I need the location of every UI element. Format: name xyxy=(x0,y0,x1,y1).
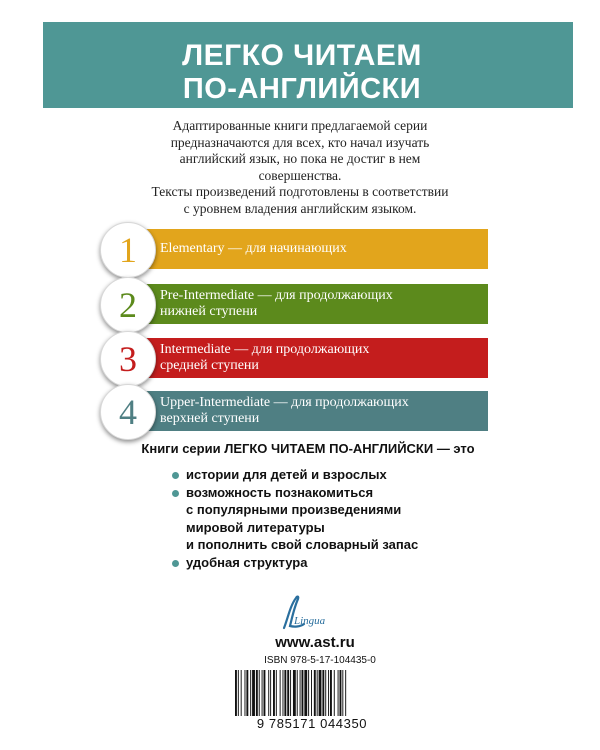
cover-side-gap xyxy=(561,108,573,708)
barcode-bar xyxy=(256,670,258,716)
list-item-line: удобная структура xyxy=(186,554,308,570)
barcode-bar xyxy=(300,670,301,716)
barcode-bar xyxy=(302,670,304,716)
barcode-bar xyxy=(270,670,271,716)
intro-text xyxy=(120,118,480,217)
intro-line: с уровнем владения английским языком. xyxy=(183,200,417,216)
website-url[interactable]: www.ast.ru xyxy=(275,634,355,651)
level-label-upper-intermediate xyxy=(160,391,490,431)
barcode-bar xyxy=(252,670,255,716)
barcode-bar xyxy=(334,670,335,716)
barcode-bar xyxy=(273,670,275,716)
list-item-line: с популярными произведениями xyxy=(186,502,402,517)
level-text-line2: верхней ступени xyxy=(160,411,260,426)
barcode-bar xyxy=(241,670,242,716)
barcode-bar xyxy=(283,670,284,716)
barcode-bar xyxy=(330,670,332,716)
barcode-bar xyxy=(342,670,343,716)
level-text-line1: Intermediate — для продолжающих xyxy=(160,342,370,357)
series-description-heading: Книги серии ЛЕГКО ЧИТАЕМ ПО-АНГЛИЙСКИ — это xyxy=(141,441,475,456)
intro-line: Тексты произведений подготовлены в соответствии xyxy=(151,184,449,199)
level-number: 2 xyxy=(119,285,137,325)
barcode-bar xyxy=(259,670,260,716)
level-text-line2: нижней ступени xyxy=(160,304,258,319)
barcode-bar xyxy=(340,670,342,716)
barcode-bar xyxy=(338,670,339,716)
series-title-line2: ПО-АНГЛИЙСКИ xyxy=(182,73,422,105)
series-title-line1: ЛЕГКО ЧИТАЕМ xyxy=(182,39,422,72)
header-banner xyxy=(43,22,561,108)
list-item-line: возможность познакомиться xyxy=(186,484,374,500)
barcode-number: 9 785171 044350 xyxy=(256,716,368,731)
barcode-bar xyxy=(268,670,269,716)
barcode xyxy=(233,670,393,716)
barcode-bar xyxy=(328,670,329,716)
logo-text: Lingua xyxy=(294,615,326,627)
bullet-dot-icon xyxy=(172,490,179,497)
barcode-bar xyxy=(262,670,263,716)
level-number: 3 xyxy=(119,339,137,379)
barcode-bar xyxy=(311,670,312,716)
isbn-label: ISBN 978-5-17-104435-0 xyxy=(264,655,376,666)
intro-line: Адаптированные книги предлагаемой серии xyxy=(172,118,428,133)
barcode-bar xyxy=(290,670,291,716)
list-item xyxy=(172,554,472,572)
barcode-bar xyxy=(297,670,298,716)
intro-line: совершенства. xyxy=(258,167,342,183)
barcode-bar xyxy=(287,670,289,716)
barcode-bar xyxy=(293,670,296,716)
level-number-badge xyxy=(100,384,156,440)
barcode-bar xyxy=(325,670,326,716)
barcode-bar xyxy=(246,670,248,716)
barcode-bar xyxy=(250,670,251,716)
level-text-line2: средней ступени xyxy=(160,358,259,373)
bullet-dot-icon xyxy=(172,560,179,567)
level-text-line1: Pre-Intermediate — для продолжающих xyxy=(160,288,393,303)
barcode-bar xyxy=(276,670,277,716)
barcode-bar xyxy=(245,670,246,716)
level-number: 4 xyxy=(119,392,137,432)
barcode-bar xyxy=(238,670,239,716)
level-label-intermediate xyxy=(160,338,490,378)
barcode-bar xyxy=(264,670,266,716)
level-label-pre-intermediate xyxy=(160,284,490,324)
barcode-bar xyxy=(304,670,307,716)
lingua-logo xyxy=(270,592,330,632)
barcode-bar xyxy=(235,670,237,716)
list-item-line: истории для детей и взрослых xyxy=(186,467,387,482)
barcode-bar xyxy=(345,670,346,716)
level-number-badge xyxy=(100,331,156,387)
bullet-dot-icon xyxy=(172,472,179,479)
level-number-badge xyxy=(100,222,156,278)
feature-list xyxy=(172,466,472,571)
level-text-line1: Elementary — для начинающих xyxy=(160,241,347,256)
list-item-line: мировой литературы xyxy=(186,519,325,535)
barcode-bar xyxy=(284,670,286,716)
barcode-bar xyxy=(319,670,322,716)
barcode-bar xyxy=(322,670,324,716)
level-label-elementary xyxy=(160,229,490,269)
list-item xyxy=(172,466,472,484)
intro-line: английский язык, но пока не достиг в нем xyxy=(179,151,421,166)
level-number-badge xyxy=(100,277,156,333)
barcode-bar xyxy=(314,670,316,716)
barcode-bar xyxy=(308,670,309,716)
level-text-line1: Upper-Intermediate — для продолжающих xyxy=(160,395,409,410)
intro-line: предназначаются для всех, кто начал изучать xyxy=(170,134,430,150)
barcode-bar xyxy=(280,670,281,716)
list-item xyxy=(172,484,472,554)
list-item-line: и пополнить свой словарный запас xyxy=(186,537,419,552)
barcode-bar xyxy=(317,670,318,716)
level-number: 1 xyxy=(119,230,137,270)
